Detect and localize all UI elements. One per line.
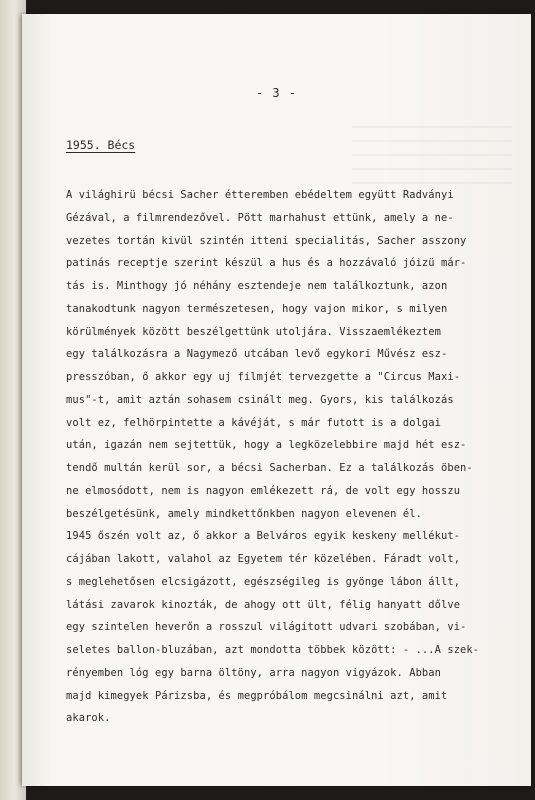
text-line: patinás receptje szerint készül a hus és a hozzávaló jóizü már- [66, 257, 467, 270]
text-line: tás is. Minthogy jó néhány esztendeje nem találkoztunk, azon [66, 280, 448, 292]
text-line: cájában lakott, valahol az Egyetem tér közelében. Fáradt volt, [66, 553, 461, 565]
bleed-through-text [352, 126, 512, 186]
text-line: seletes ballon-bluzában, azt mondotta többek között: - ...A szek- [66, 644, 480, 656]
text-line: volt ez, felhörpintette a kávéját, s már futott is a dolgai [66, 416, 441, 429]
text-line: után, igazán nem sejtettük, hogy a legközelebbire majd hét esz- [66, 439, 467, 452]
page-number: - 3 - [255, 86, 298, 100]
text-line: rényemben lóg egy barna öltöny, arra nagyon vigyázok. Abban [66, 666, 441, 679]
text-line: majd kimegyek Párizsba, és megpróbálom megcsinálni azt, amit [66, 689, 448, 702]
text-line: Gézával, a filmrendezővel. Pött marhahust ettünk, amely a ne- [66, 211, 454, 224]
text-line: ne elmosódott, nem is nagyon emlékezett rá, de volt egy hosszu [66, 484, 461, 497]
text-line: tendő multán kerül sor, a bécsi Sacherban. Ez a találkozás öben- [66, 462, 473, 474]
typewritten-page [22, 14, 531, 786]
text-line: körülmények között beszélgettünk utoljára. Visszaemlékeztem [66, 325, 441, 338]
text-line: presszóban, ő akkor egy uj filmjét tervezgette a "Circus Maxi- [66, 371, 461, 383]
text-line: egy találkozásra a Nagymező utcában levő egykori Művész esz- [66, 348, 448, 361]
text-line: vezetes tortán kivül szintén itteni specialitás, Sacher asszony [66, 234, 467, 247]
text-line: egy szintelen heverőn a rosszul világitott udvari szobában, vi- [66, 621, 467, 634]
text-line: akarok. [66, 712, 111, 725]
text-line: A világhirü bécsi Sacher étteremben ebédeltem együtt Radványi [66, 189, 454, 201]
text-line: látási zavarok kinozták, de ahogy ott ült, félig hanyatt dőlve [66, 598, 461, 611]
text-line: mus"-t, amit aztán sohasem csinált meg. Gyors, kis találkozás [66, 393, 454, 406]
text-line: 1945 őszén volt az, ő akkor a Belváros egyik keskeny mellékut- [66, 530, 461, 543]
text-line: tanakodtunk nagyon természetesen, hogy vajon mikor, s milyen [66, 302, 448, 315]
text-line: s meglehetősen elcsigázott, egészségileg is gyönge lábon állt, [66, 575, 461, 588]
text-line: beszélgetésünk, amely mindkettőnkben nagyon elevenen él. [66, 507, 422, 520]
body-text [66, 184, 496, 730]
section-heading: 1955. Bécs [66, 138, 136, 152]
